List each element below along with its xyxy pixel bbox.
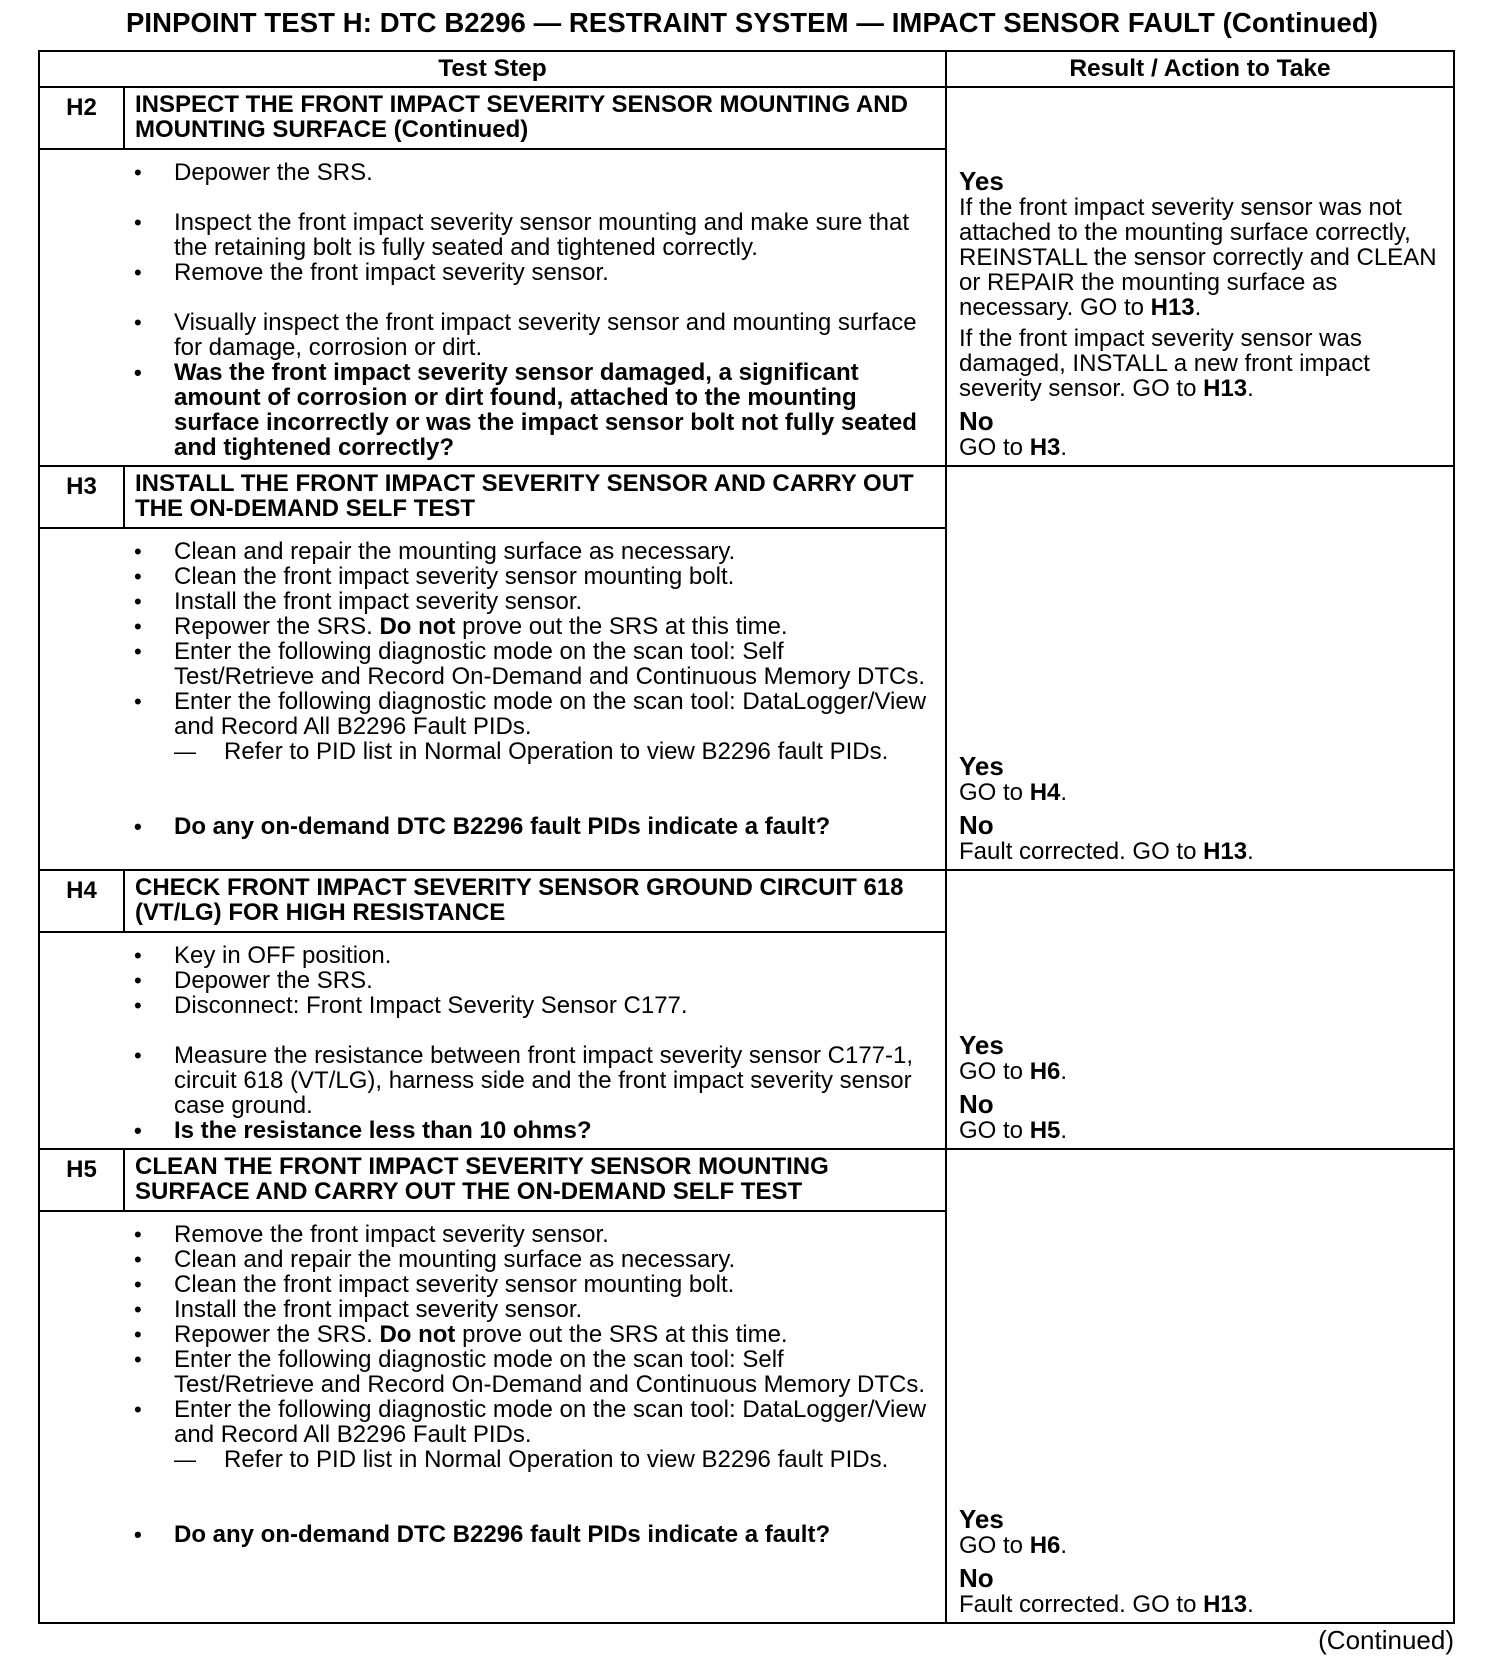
no-label: No xyxy=(959,406,994,436)
list-item: • Remove the front impact severity sensor. xyxy=(40,260,929,285)
header-result: Result / Action to Take xyxy=(946,51,1454,87)
result-text: GO to xyxy=(959,434,1030,461)
result-text: Fault corrected. GO to xyxy=(959,838,1204,865)
list-item: • Key in OFF position. xyxy=(40,943,929,968)
list-item: • Clean and repair the mounting surface as necessary. xyxy=(40,1247,929,1272)
list-item: • Install the front impact severity sensor. xyxy=(40,589,929,614)
step-title: CLEAN THE FRONT IMPACT SEVERITY SENSOR MOUNTING SURFACE AND CARRY OUT THE ON-DEMAND SELF TEST xyxy=(124,1149,946,1211)
step-h5-title-row xyxy=(39,1149,1454,1211)
list-item: • Clean and repair the mounting surface as necessary. xyxy=(40,539,929,564)
list-item: • Enter the following diagnostic mode on the scan tool: DataLogger/View and Record All B2296 Fault PIDs. xyxy=(40,1397,929,1447)
no-label: No xyxy=(959,810,994,840)
list-item: • Is the resistance less than 10 ohms? xyxy=(40,1118,929,1143)
step-h2-result: Yes If the front impact severity sensor was not attached to the mounting surface correctly, REINSTALL the sensor correctly and CLEAN or REPAIR the mounting surface as necessary. GO to H13. If the front impact severity sensor was damaged, INSTALL a new front impact severity sensor. GO to H13. No GO to H3. xyxy=(946,87,1454,466)
list-item: • Clean the front impact severity sensor mounting bolt. xyxy=(40,564,929,589)
list-item: • Repower the SRS. Do not prove out the SRS at this time. xyxy=(40,1322,929,1347)
list-item: • Depower the SRS. xyxy=(40,160,929,185)
list-item: — Refer to PID list in Normal Operation to view B2296 fault PIDs. xyxy=(40,1447,929,1472)
result-text: If the front impact severity sensor was not attached to the mounting surface correctly, REINSTALL the sensor correctly and CLEAN or REPAIR the mounting surface as necessary. GO to xyxy=(959,194,1437,321)
step-h4-title-row xyxy=(39,870,1454,932)
step-h3-title-row xyxy=(39,466,1454,528)
step-h2-title-row xyxy=(39,87,1454,149)
list-item: • Clean the front impact severity sensor mounting bolt. xyxy=(40,1272,929,1297)
list-item: • Remove the front impact severity sensor. xyxy=(40,1222,929,1247)
goto-link[interactable]: H13 xyxy=(1203,375,1248,402)
list-item: • Repower the SRS. Do not prove out the SRS at this time. xyxy=(40,614,929,639)
step-title: CHECK FRONT IMPACT SEVERITY SENSOR GROUND CIRCUIT 618 (VT/LG) FOR HIGH RESISTANCE xyxy=(124,870,946,932)
pinpoint-test-table xyxy=(38,50,1455,1624)
list-item: • Depower the SRS. xyxy=(40,968,929,993)
step-id: H2 xyxy=(39,87,124,149)
continued-label: (Continued) xyxy=(1318,1625,1454,1655)
yes-label: Yes xyxy=(959,751,1004,781)
list-item: • Enter the following diagnostic mode on the scan tool: Self Test/Retrieve and Record On-Demand and Continuous Memory DTCs. xyxy=(40,639,929,689)
result-text: If the front impact severity sensor was damaged, INSTALL a new front impact severity sensor. GO to xyxy=(959,325,1370,402)
goto-link[interactable]: H13 xyxy=(1203,838,1248,865)
no-label: No xyxy=(959,1563,994,1593)
step-body xyxy=(39,149,946,466)
yes-label: Yes xyxy=(959,1030,1004,1060)
header-test-step: Test Step xyxy=(39,51,946,87)
list-item: • Install the front impact severity sensor. xyxy=(40,1297,929,1322)
step-title: INSPECT THE FRONT IMPACT SEVERITY SENSOR MOUNTING AND MOUNTING SURFACE (Continued) xyxy=(124,87,946,149)
list-item: • Visually inspect the front impact severity sensor and mounting surface for damage, corrosion or dirt. xyxy=(40,310,929,360)
list-item: • Do any on-demand DTC B2296 fault PIDs indicate a fault? xyxy=(40,814,929,839)
no-label: No xyxy=(959,1089,994,1119)
list-item: • Enter the following diagnostic mode on the scan tool: Self Test/Retrieve and Record On-Demand and Continuous Memory DTCs. xyxy=(40,1347,929,1397)
step-id: H3 xyxy=(39,466,124,528)
list-item: — Refer to PID list in Normal Operation to view B2296 fault PIDs. xyxy=(40,739,929,764)
goto-link[interactable]: H13 xyxy=(1203,1591,1248,1618)
list-item: • Measure the resistance between front impact severity sensor C177-1, circuit 618 (VT/LG), harness side and the front impact severity sensor case ground. xyxy=(40,1043,929,1118)
step-id: H5 xyxy=(39,1149,124,1211)
goto-link[interactable]: H6 xyxy=(1029,1532,1061,1559)
list-item: • Inspect the front impact severity sensor mounting and make sure that the retaining bolt is fully seated and tightened correctly. xyxy=(40,210,929,260)
result-text: GO to xyxy=(959,1117,1030,1144)
table-header-row xyxy=(39,51,1454,87)
step-id: H4 xyxy=(39,870,124,932)
goto-link[interactable]: H4 xyxy=(1029,779,1061,806)
step-body xyxy=(39,1211,946,1623)
step-body xyxy=(39,528,946,870)
step-h4-result: Yes GO to H6. No GO to H5. xyxy=(946,870,1454,1149)
yes-label: Yes xyxy=(959,166,1004,196)
goto-link[interactable]: H6 xyxy=(1029,1058,1061,1085)
goto-link[interactable]: H5 xyxy=(1029,1117,1061,1144)
result-text: GO to xyxy=(959,1532,1030,1559)
goto-link[interactable]: H13 xyxy=(1150,294,1195,321)
page-title: PINPOINT TEST H: DTC B2296 — RESTRAINT SYSTEM — IMPACT SENSOR FAULT (Continued) xyxy=(125,7,1379,38)
step-body xyxy=(39,932,946,1149)
step-h3-result: Yes GO to H4. No Fault corrected. GO to H13. xyxy=(946,466,1454,870)
list-item: • Was the front impact severity sensor damaged, a significant amount of corrosion or dirt found, attached to the mounting surface incorrectly or was the impact sensor bolt not fully seated and tightened correctly? xyxy=(40,360,929,460)
result-text: Fault corrected. GO to xyxy=(959,1591,1204,1618)
result-text: GO to xyxy=(959,779,1030,806)
yes-label: Yes xyxy=(959,1504,1004,1534)
list-item: • Enter the following diagnostic mode on the scan tool: DataLogger/View and Record All B2296 Fault PIDs. xyxy=(40,689,929,739)
result-text: GO to xyxy=(959,1058,1030,1085)
step-title: INSTALL THE FRONT IMPACT SEVERITY SENSOR AND CARRY OUT THE ON-DEMAND SELF TEST xyxy=(124,466,946,528)
step-h5-result: Yes GO to H6. No Fault corrected. GO to H13. xyxy=(946,1149,1454,1623)
list-item: • Do any on-demand DTC B2296 fault PIDs indicate a fault? xyxy=(40,1522,929,1547)
goto-link[interactable]: H3 xyxy=(1029,434,1061,461)
list-item: • Disconnect: Front Impact Severity Sensor C177. xyxy=(40,993,929,1018)
